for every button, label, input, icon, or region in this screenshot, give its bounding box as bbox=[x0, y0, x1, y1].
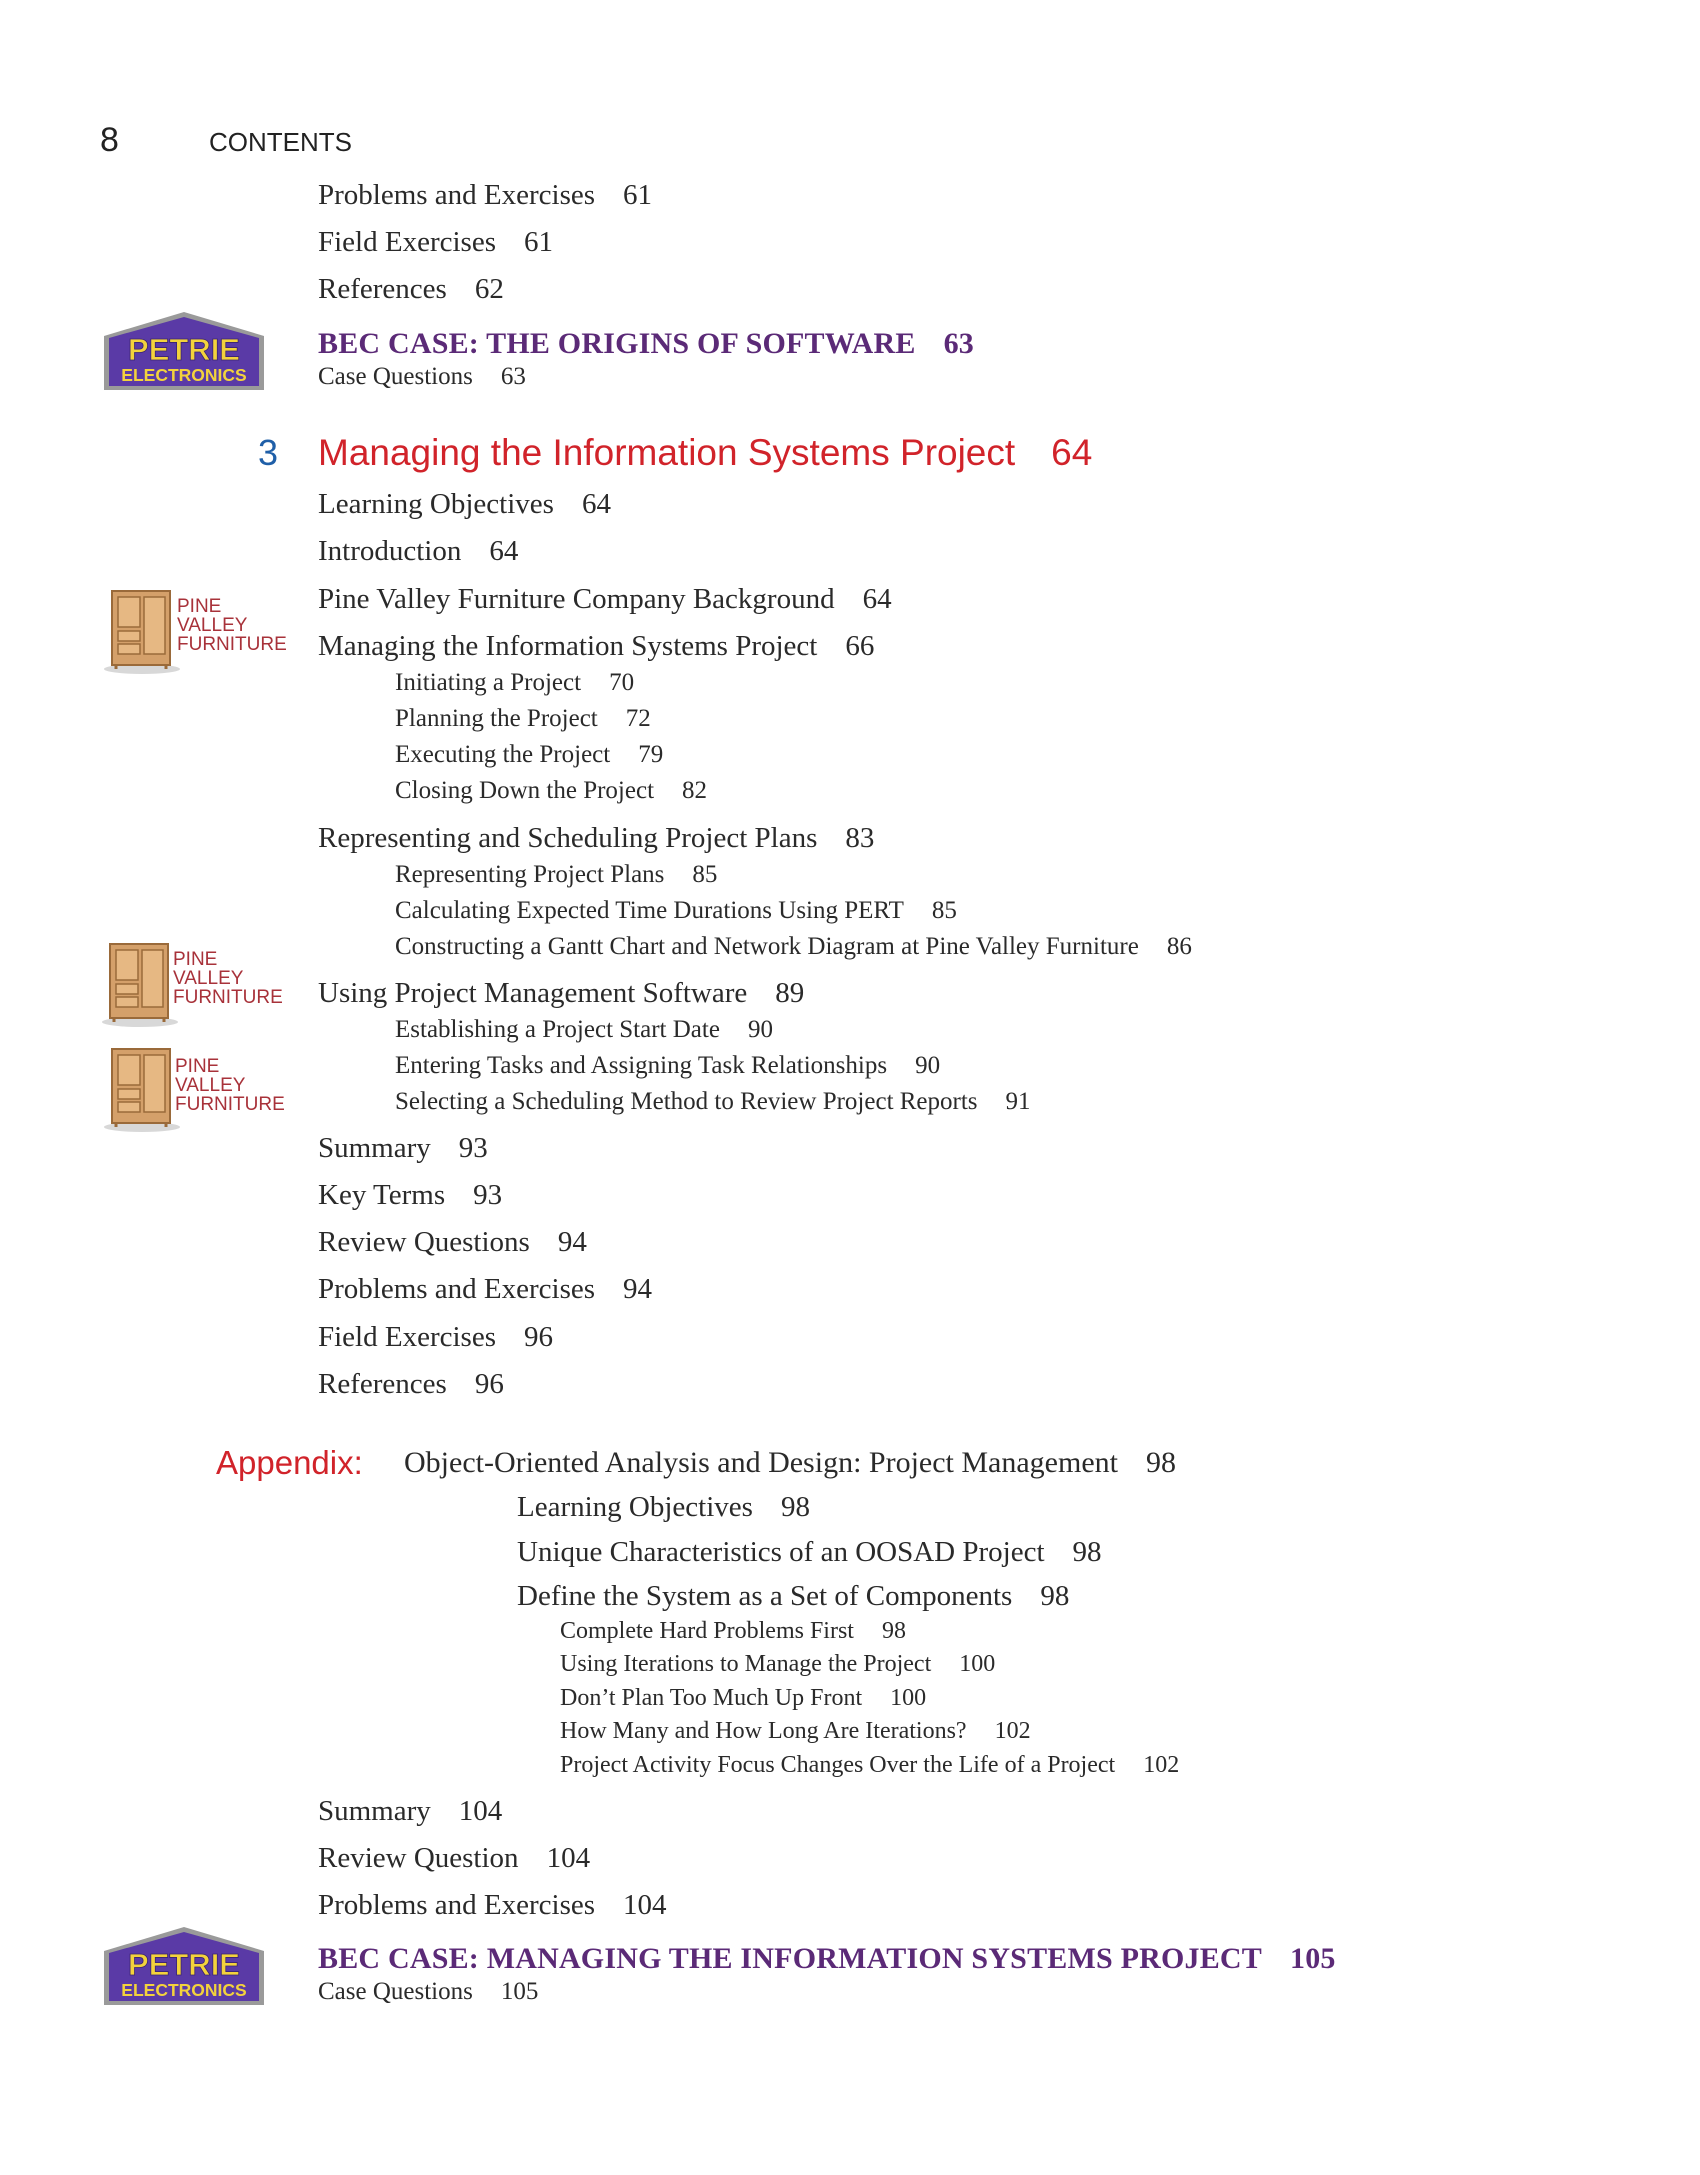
wardrobe-icon bbox=[102, 1043, 182, 1133]
toc-entry bbox=[318, 582, 892, 616]
entry-page: 62 bbox=[474, 273, 504, 305]
toc-subentry bbox=[560, 1617, 906, 1645]
appendix-title bbox=[404, 1446, 1176, 1480]
toc-entry bbox=[517, 1491, 810, 1523]
toc-subentry bbox=[560, 1717, 1031, 1745]
toc-subentry bbox=[395, 668, 634, 698]
entry-page: 100 bbox=[959, 1651, 996, 1677]
entry-page: 105 bbox=[500, 1978, 539, 2005]
entry-label: Problems and Exercises bbox=[318, 1273, 596, 1305]
petrie-logo-line1: PETRIE bbox=[128, 332, 240, 367]
entry-label: References bbox=[318, 273, 447, 305]
entry-page: 66 bbox=[845, 630, 875, 662]
entry-label: Calculating Expected Time Durations Using PERT bbox=[395, 897, 904, 924]
entry-label: Review Question bbox=[318, 1842, 519, 1874]
toc-entry bbox=[318, 1794, 502, 1828]
appendix-label: Appendix: bbox=[216, 1444, 363, 1481]
entry-page: 85 bbox=[692, 861, 718, 888]
bec-case-entry bbox=[318, 327, 974, 361]
entry-page: 104 bbox=[623, 1889, 667, 1921]
entry-page: 96 bbox=[523, 1321, 553, 1353]
toc-subentry bbox=[560, 1684, 926, 1712]
entry-page: 79 bbox=[638, 741, 664, 768]
toc-entry bbox=[318, 272, 504, 306]
entry-label: Complete Hard Problems First bbox=[560, 1618, 854, 1644]
toc-entry bbox=[318, 1320, 553, 1354]
entry-label: Selecting a Scheduling Method to Review Project Reports bbox=[395, 1088, 978, 1115]
entry-label: Unique Characteristics of an OOSAD Project bbox=[517, 1536, 1045, 1568]
entry-label: Field Exercises bbox=[318, 1321, 496, 1353]
entry-label: Learning Objectives bbox=[517, 1491, 753, 1523]
entry-label: Representing Project Plans bbox=[395, 861, 665, 888]
entry-label: Field Exercises bbox=[318, 226, 496, 258]
pine-valley-logo-text: PINE VALLEY FURNITURE bbox=[175, 1056, 285, 1115]
entry-page: 90 bbox=[915, 1052, 941, 1079]
entry-page: 89 bbox=[775, 977, 805, 1009]
entry-page: 90 bbox=[747, 1016, 773, 1043]
toc-entry bbox=[318, 1272, 652, 1306]
entry-label: Constructing a Gantt Chart and Network Diagram at Pine Valley Furniture bbox=[395, 933, 1139, 960]
entry-label: How Many and How Long Are Iterations? bbox=[560, 1718, 967, 1744]
entry-page: 93 bbox=[458, 1132, 488, 1164]
entry-page: 104 bbox=[546, 1842, 591, 1874]
entry-page: 64 bbox=[862, 583, 892, 615]
toc-entry bbox=[318, 1178, 502, 1212]
toc-entry bbox=[318, 225, 553, 259]
entry-page: 94 bbox=[623, 1273, 653, 1305]
wardrobe-icon bbox=[100, 938, 180, 1028]
entry-label: Representing and Scheduling Project Plans bbox=[318, 822, 818, 854]
entry-page: 96 bbox=[474, 1368, 504, 1400]
entry-label: Problems and Exercises bbox=[318, 179, 596, 211]
pine-valley-logo-text: PINE VALLEY FURNITURE bbox=[173, 949, 283, 1008]
petrie-logo-line1: PETRIE bbox=[128, 1947, 240, 1982]
petrie-logo-line2: ELECTRONICS bbox=[121, 1980, 247, 2000]
toc-subentry bbox=[560, 1751, 1179, 1779]
entry-label: Pine Valley Furniture Company Background bbox=[318, 583, 835, 615]
entry-label: Closing Down the Project bbox=[395, 777, 655, 804]
toc-entry bbox=[318, 534, 518, 568]
entry-label: Initiating a Project bbox=[395, 669, 582, 696]
chapter-page: 64 bbox=[1051, 432, 1093, 473]
toc-subentry bbox=[395, 776, 707, 806]
bec-case-page: 63 bbox=[943, 327, 974, 360]
pine-valley-logo-text: PINE VALLEY FURNITURE bbox=[177, 596, 287, 655]
running-header: CONTENTS bbox=[209, 127, 352, 157]
entry-page: 102 bbox=[1143, 1752, 1180, 1778]
page-number: 8 bbox=[100, 121, 119, 159]
toc-entry bbox=[318, 976, 804, 1010]
entry-page: 98 bbox=[780, 1491, 810, 1523]
entry-label: Case Questions bbox=[318, 363, 473, 390]
toc-entry bbox=[318, 1367, 504, 1401]
bec-case-label: BEC CASE: THE ORIGINS OF SOFTWARE bbox=[318, 327, 916, 360]
entry-label: Define the System as a Set of Components bbox=[517, 1580, 1013, 1612]
entry-label: Using Project Management Software bbox=[318, 977, 748, 1009]
entry-label: Managing the Information Systems Project bbox=[318, 630, 818, 662]
bec-case-page: 105 bbox=[1290, 1942, 1336, 1975]
toc-subentry bbox=[395, 1087, 1031, 1117]
entry-page: 98 bbox=[1040, 1580, 1070, 1612]
toc-subentry bbox=[395, 896, 957, 926]
toc-entry bbox=[517, 1580, 1069, 1612]
toc-subentry bbox=[395, 704, 651, 734]
toc-entry bbox=[318, 1841, 590, 1875]
entry-page: 104 bbox=[458, 1795, 503, 1827]
entry-label: Establishing a Project Start Date bbox=[395, 1016, 720, 1043]
toc-entry bbox=[318, 1131, 488, 1165]
toc-subentry bbox=[395, 860, 717, 890]
toc-entry bbox=[517, 1536, 1102, 1568]
toc-subentry bbox=[395, 740, 663, 770]
toc-entry bbox=[318, 629, 874, 663]
toc-entry bbox=[318, 1888, 667, 1922]
entry-page: 63 bbox=[500, 363, 526, 390]
entry-page: 72 bbox=[625, 705, 651, 732]
entry-label: Summary bbox=[318, 1795, 431, 1827]
entry-label: Learning Objectives bbox=[318, 488, 554, 520]
wardrobe-icon bbox=[102, 585, 182, 675]
entry-label: Problems and Exercises bbox=[318, 1889, 596, 1921]
toc-entry bbox=[318, 1225, 587, 1259]
entry-label: References bbox=[318, 1368, 447, 1400]
entry-page: 98 bbox=[1072, 1536, 1102, 1568]
entry-label: Introduction bbox=[318, 535, 462, 567]
toc-entry bbox=[318, 821, 874, 855]
toc-entry bbox=[318, 178, 652, 212]
toc-entry bbox=[318, 1977, 538, 2007]
toc-subentry bbox=[395, 932, 1192, 962]
entry-page: 82 bbox=[682, 777, 708, 804]
chapter-title bbox=[318, 431, 1092, 475]
entry-label: Key Terms bbox=[318, 1179, 446, 1211]
entry-page: 98 bbox=[881, 1618, 906, 1644]
entry-label: Planning the Project bbox=[395, 705, 598, 732]
entry-label: Executing the Project bbox=[395, 741, 611, 768]
entry-label: Don’t Plan Too Much Up Front bbox=[560, 1685, 863, 1711]
bec-case-label: BEC CASE: MANAGING THE INFORMATION SYSTEMS PROJECT bbox=[318, 1942, 1262, 1975]
entry-page: 61 bbox=[623, 179, 653, 211]
entry-page: 61 bbox=[523, 226, 553, 258]
entry-page: 102 bbox=[994, 1718, 1031, 1744]
entry-page: 86 bbox=[1166, 933, 1192, 960]
petrie-electronics-logo bbox=[100, 1923, 268, 2009]
toc-entry bbox=[318, 362, 526, 392]
entry-page: 93 bbox=[473, 1179, 503, 1211]
entry-label: Entering Tasks and Assigning Task Relationships bbox=[395, 1052, 888, 1079]
petrie-electronics-logo bbox=[100, 308, 268, 394]
entry-page: 64 bbox=[581, 488, 611, 520]
entry-label: Using Iterations to Manage the Project bbox=[560, 1651, 932, 1677]
bec-case-entry bbox=[318, 1942, 1336, 1976]
entry-label: Summary bbox=[318, 1132, 431, 1164]
entry-page: 64 bbox=[489, 535, 519, 567]
chapter-title-text: Managing the Information Systems Project bbox=[318, 432, 1016, 473]
entry-label: Project Activity Focus Changes Over the Life of a Project bbox=[560, 1752, 1116, 1778]
toc-entry bbox=[318, 487, 611, 521]
petrie-logo-line2: ELECTRONICS bbox=[121, 365, 247, 385]
toc-subentry bbox=[395, 1015, 773, 1045]
entry-page: 70 bbox=[609, 669, 635, 696]
entry-page: 94 bbox=[557, 1226, 587, 1258]
toc-subentry bbox=[395, 1051, 940, 1081]
chapter-number: 3 bbox=[258, 432, 279, 473]
appendix-title-text: Object-Oriented Analysis and Design: Project Management bbox=[404, 1446, 1118, 1479]
entry-page: 91 bbox=[1005, 1088, 1031, 1115]
toc-subentry bbox=[560, 1650, 995, 1678]
entry-label: Review Questions bbox=[318, 1226, 530, 1258]
entry-page: 100 bbox=[890, 1685, 927, 1711]
entry-page: 83 bbox=[845, 822, 875, 854]
entry-label: Case Questions bbox=[318, 1978, 473, 2005]
entry-page: 85 bbox=[931, 897, 957, 924]
appendix-page: 98 bbox=[1145, 1446, 1176, 1479]
